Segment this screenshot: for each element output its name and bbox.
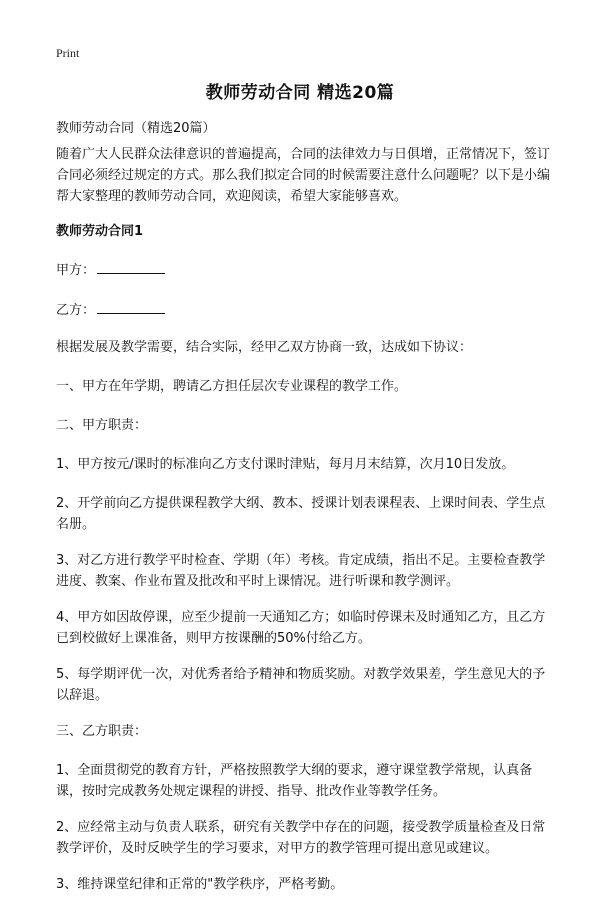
- paragraph: 4、甲方如因故停课，应至少提前一天通知乙方；如临时停课未及时通知乙方，且乙方已到校做好上课准备，则甲方按课酬的50%付给乙方。: [56, 610, 546, 646]
- paragraph: 1、全面贯彻党的教育方针，严格按照教学大纲的要求，遵守课堂教学常规，认真备课，按时完成教务处规定课程的讲授、指导、批改作业等教学任务。: [56, 763, 533, 799]
- party-b-blank: [97, 297, 165, 314]
- paragraph: 一、甲方在年学期，聘请乙方担任层次专业课程的教学工作。: [56, 379, 408, 394]
- party-a-label: 甲方：: [56, 263, 96, 278]
- party-b-label: 乙方：: [56, 303, 96, 318]
- document-title: 教师劳动合同 精选20篇: [205, 83, 395, 103]
- intro-paragraph: 随着广大人民群众法律意识的普遍提高，合同的法律效力与日俱增，正常情况下，签订合同必须经过规定的方式。那么我们拟定合同的时候需要注意什么问题呢？以下是小编帮大家整理的教师劳动合同，欢迎阅读，希望大家能够喜欢。: [56, 147, 551, 204]
- party-a-line: [56, 257, 550, 281]
- print-link[interactable]: Print: [56, 46, 80, 60]
- paragraph: 2、开学前向乙方提供课程教学大纲、教本、授课计划表课程表、上课时间表、学生点名册。: [56, 496, 546, 532]
- paragraph: 2、应经常主动与负责人联系，研究有关教学中存在的问题，接受教学质量检查及日常教学评价，及时反映学生的学习要求，对甲方的教学管理可提出意见或建议。: [56, 820, 546, 856]
- paragraph: 5、每学期评优一次，对优秀者给予精神和物质奖励。对教学效果差，学生意见大的予以辞退。: [56, 667, 546, 703]
- document-body: [56, 118, 550, 913]
- paragraph: 三、乙方职责：: [56, 724, 148, 739]
- party-b-line: [56, 297, 550, 321]
- party-a-blank: [97, 257, 165, 274]
- document-subtitle: 教师劳动合同（精选20篇）: [56, 121, 216, 136]
- section-heading: 教师劳动合同1: [56, 224, 144, 239]
- paragraph: 二、甲方职责：: [56, 418, 148, 433]
- paragraph: 1、甲方按元/课时的标准向乙方支付课时津贴，每月月末结算，次月10日发放。: [56, 457, 515, 472]
- paragraph: 3、维持课堂纪律和正常的"教学秩序，严格考勤。: [56, 877, 344, 892]
- paragraph: 根据发展及教学需要，结合实际，经甲乙双方协商一致，达成如下协议：: [56, 340, 473, 355]
- paragraph: 3、对乙方进行教学平时检查、学期（年）考核。肯定成绩，指出不足。主要检查教学进度、教案、作业布置及批改和平时上课情况。进行听课和教学测评。: [56, 553, 546, 589]
